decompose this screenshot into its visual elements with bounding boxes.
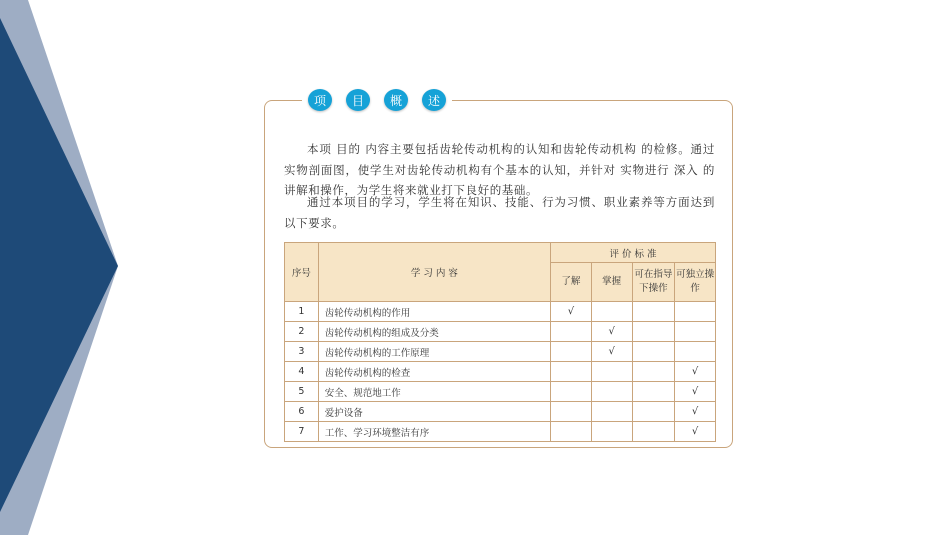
header-criteria-independent: 可独立操作 [675, 263, 716, 302]
mark-guided [632, 302, 675, 322]
mark-guided [632, 382, 675, 402]
mark-understand [551, 382, 592, 402]
mark-independent: √ [675, 422, 716, 442]
table-row [285, 322, 716, 342]
mark-independent: √ [675, 382, 716, 402]
mark-independent [675, 342, 716, 362]
intro-paragraph: 本项 目的 内容主要包括齿轮传动机构的认知和齿轮传动机构 的检修。通过实物剖面图，使学生对齿轮传动机构有个基本的认知，并针对 实物进行 深入 的讲解和操作，为学生将来就业打下良好的基础。 [284, 142, 715, 197]
mark-master [591, 382, 632, 402]
mark-master: √ [591, 322, 632, 342]
mark-guided [632, 362, 675, 382]
table-row [285, 422, 716, 442]
row-content: 齿轮传动机构的工作原理 [318, 342, 550, 362]
header-eval: 评 价 标 准 [551, 243, 716, 263]
goal-paragraph: 通过本项目的学习，学生将在知识、技能、行为习惯、职业素养等方面达到以下要求。 [284, 195, 715, 230]
table-row [285, 342, 716, 362]
mark-understand [551, 342, 592, 362]
mark-independent [675, 302, 716, 322]
row-content: 工作、学习环境整洁有序 [318, 422, 550, 442]
header-content: 学 习 内 容 [318, 243, 550, 302]
row-content: 齿轮传动机构的检查 [318, 362, 550, 382]
mark-master [591, 402, 632, 422]
row-content: 爱护设备 [318, 402, 550, 422]
header-criteria-master: 掌握 [591, 263, 632, 302]
row-no: 3 [285, 342, 319, 362]
row-content: 安全、规范地工作 [318, 382, 550, 402]
title-char-3: 概 [384, 89, 408, 111]
header-criteria-guided: 可在指导下操作 [632, 263, 675, 302]
mark-understand [551, 402, 592, 422]
mark-independent: √ [675, 362, 716, 382]
header-no: 序号 [285, 243, 319, 302]
row-no: 7 [285, 422, 319, 442]
table-row [285, 302, 716, 322]
row-no: 2 [285, 322, 319, 342]
title-char-2: 目 [346, 89, 370, 111]
mark-guided [632, 342, 675, 362]
mark-independent: √ [675, 402, 716, 422]
mark-guided [632, 402, 675, 422]
table-row [285, 382, 716, 402]
header-criteria-understand: 了解 [551, 263, 592, 302]
mark-understand [551, 362, 592, 382]
mark-guided [632, 422, 675, 442]
table-row [285, 402, 716, 422]
mark-master [591, 362, 632, 382]
title-char-4: 述 [422, 89, 446, 111]
left-chevron-decoration [0, 0, 130, 535]
learning-standards-table [284, 242, 716, 442]
card-title [302, 88, 452, 112]
mark-master [591, 422, 632, 442]
row-content: 齿轮传动机构的组成及分类 [318, 322, 550, 342]
mark-independent [675, 322, 716, 342]
row-no: 5 [285, 382, 319, 402]
row-no: 1 [285, 302, 319, 322]
mark-guided [632, 322, 675, 342]
row-no: 4 [285, 362, 319, 382]
mark-understand [551, 322, 592, 342]
row-no: 6 [285, 402, 319, 422]
table-row [285, 362, 716, 382]
mark-understand [551, 422, 592, 442]
title-char-1: 项 [308, 89, 332, 111]
mark-understand: √ [551, 302, 592, 322]
mark-master [591, 302, 632, 322]
mark-master: √ [591, 342, 632, 362]
row-content: 齿轮传动机构的作用 [318, 302, 550, 322]
